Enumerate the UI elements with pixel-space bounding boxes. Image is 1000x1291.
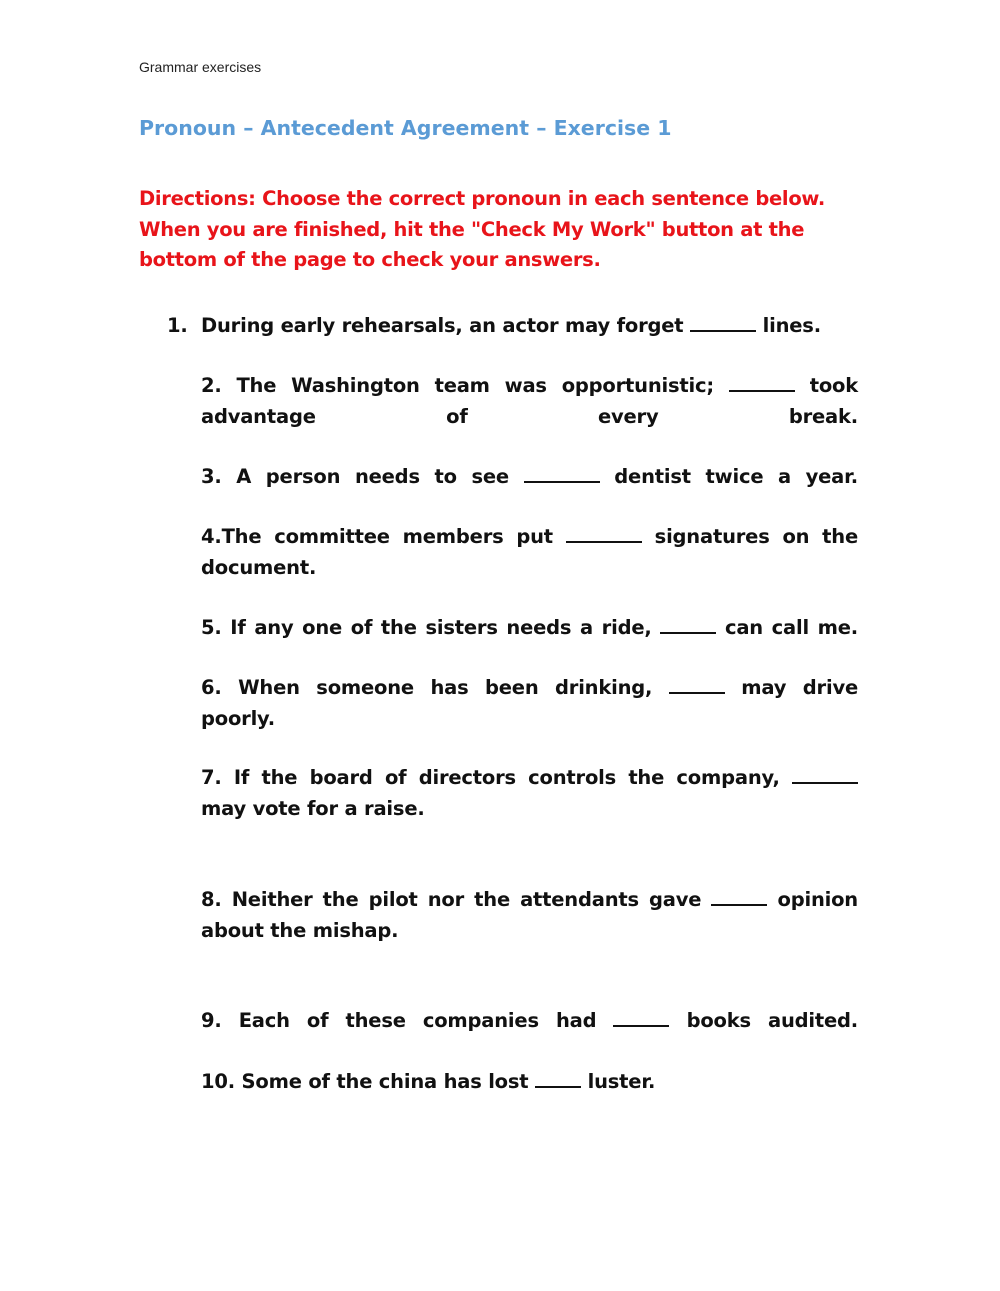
question-number: 7. [201,766,222,789]
question-number: 5. [201,616,222,639]
question-text-after: may drive poorly. [201,676,858,730]
answer-blank[interactable] [669,674,725,694]
question-text-before: The committee members put [221,525,553,548]
question-4 [201,522,858,583]
question-5 [201,613,858,644]
question-text-before: The Washington team was opportunistic; [236,374,714,397]
answer-blank[interactable] [729,372,795,392]
question-8 [201,885,858,946]
question-text-before: If the board of directors controls the company, [233,766,780,789]
question-number: 10. [201,1070,235,1093]
question-text-after: opinion about the mishap. [201,888,858,942]
question-text-after: dentist twice a year. [614,465,858,488]
question-number: 4. [201,525,222,548]
page-title: Pronoun – Antecedent Agreement – Exercise 1 [139,116,672,140]
question-text-after: lines. [762,314,821,337]
answer-blank[interactable] [566,523,642,543]
question-number: 2. [201,374,222,397]
answer-blank[interactable] [535,1068,581,1088]
answer-blank[interactable] [660,614,716,634]
answer-blank[interactable] [690,312,756,332]
question-9 [201,1006,858,1037]
question-text-after: books audited. [686,1009,859,1032]
question-text-before: Each of these companies had [238,1009,597,1032]
answer-blank[interactable] [613,1007,669,1027]
question-10 [201,1067,858,1098]
question-text-after: signatures on the document. [201,525,858,579]
question-text-before: When someone has been drinking, [238,676,653,699]
question-text-after: may vote for a raise. [201,796,425,820]
question-number: 3. [201,465,222,488]
question-2 [201,371,858,432]
answer-blank[interactable] [792,764,858,784]
question-text-after: luster. [587,1070,656,1093]
question-number: 9. [201,1009,222,1032]
question-text-before: If any one of the sisters needs a ride, [230,616,652,639]
question-number: 8. [201,888,222,911]
question-text-before: Neither the pilot nor the attendants gave [231,888,702,911]
header-note: Grammar exercises [139,59,262,75]
question-text-before: During early rehearsals, an actor may forget [201,314,684,337]
question-7 [201,763,858,824]
question-6 [201,673,858,734]
question-text-before: A person needs to see [236,465,509,488]
question-1 [167,311,858,342]
question-text-after: can call me. [724,616,858,639]
answer-blank[interactable] [711,886,767,906]
question-text-before: Some of the china has lost [241,1070,529,1093]
directions-text: Directions: Choose the correct pronoun in each sentence below. When you are finished, hit the "Check My Work" button at the bottom of the page to check your answers. [139,187,825,271]
answer-blank[interactable] [524,463,600,483]
question-text-after: took advantage of every break. [201,374,859,428]
question-number: 6. [201,676,222,699]
question-number: 1. [167,314,188,337]
question-3 [201,462,858,493]
